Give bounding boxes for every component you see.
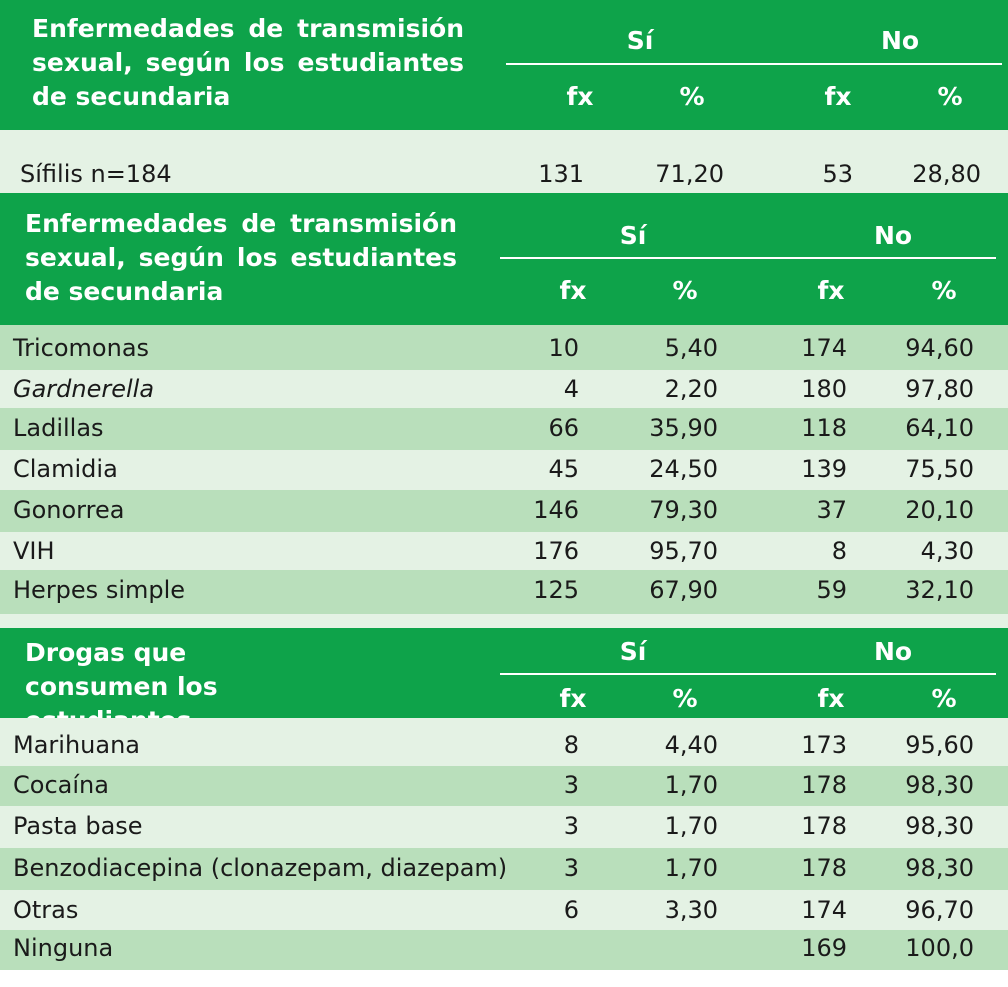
row-label: Ninguna (13, 934, 114, 962)
si-fx-value: 10 (548, 334, 579, 362)
no-fx-value: 173 (801, 731, 847, 759)
section2-sub-no-fx: fx (817, 276, 845, 305)
row-label: Marihuana (13, 731, 140, 759)
si-fx-value: 6 (563, 896, 579, 924)
no-pct-value: 20,10 (905, 496, 974, 524)
si-pct-value: 1,70 (664, 771, 718, 799)
table-row (0, 130, 1008, 193)
table-row (0, 325, 1008, 370)
section3-sub-no-pct: % (931, 684, 957, 713)
no-pct-value: 28,80 (912, 160, 981, 188)
section2-title: Enfermedades de transmisión sexual, según los estudiantes de secundaria (25, 209, 457, 306)
si-fx-value: 45 (548, 455, 579, 483)
si-pct-value: 24,50 (649, 455, 718, 483)
table-row (0, 806, 1008, 848)
si-fx-value: 3 (563, 771, 579, 799)
si-pct-value: 67,90 (649, 576, 718, 604)
row-label: VIH (13, 537, 55, 565)
si-pct-value: 71,20 (655, 160, 724, 188)
table-row (0, 532, 1008, 570)
no-fx-value: 180 (801, 375, 847, 403)
row-label: Tricomonas (13, 334, 150, 362)
section2-sub-no-pct: % (931, 276, 957, 305)
section1-divider (506, 63, 1002, 65)
table-row (0, 848, 1008, 890)
no-fx-value: 178 (801, 812, 847, 840)
row-label: Benzodiacepina (clonazepam, diazepam) (13, 854, 508, 882)
no-fx-value: 169 (801, 934, 847, 962)
section2-divider (500, 257, 996, 259)
row-label: Cocaína (13, 771, 109, 799)
si-fx-value: 3 (563, 812, 579, 840)
section3-divider (500, 673, 996, 675)
no-pct-value: 98,30 (905, 854, 974, 882)
no-fx-value: 59 (816, 576, 847, 604)
table-row (0, 890, 1008, 930)
row-label: Clamidia (13, 455, 118, 483)
si-fx-value: 8 (563, 731, 579, 759)
section3-group-no: No (873, 637, 913, 666)
si-pct-value: 1,70 (664, 854, 718, 882)
no-pct-value: 94,60 (905, 334, 974, 362)
no-fx-value: 118 (801, 414, 847, 442)
section3-sub-si-fx: fx (559, 684, 587, 713)
row-label: Gardnerella (13, 375, 155, 403)
si-fx-value: 146 (533, 496, 579, 524)
section1-sub-si-pct: % (679, 82, 705, 111)
section1-header (0, 0, 1008, 130)
si-pct-value: 79,30 (649, 496, 718, 524)
no-fx-value: 174 (801, 896, 847, 924)
section2-group-si: Sí (619, 221, 647, 250)
no-pct-value: 32,10 (905, 576, 974, 604)
section-spacer (0, 614, 1008, 628)
no-pct-value: 96,70 (905, 896, 974, 924)
no-fx-value: 53 (822, 160, 853, 188)
section1-sub-no-pct: % (937, 82, 963, 111)
section2-sub-si-pct: % (672, 276, 698, 305)
si-pct-value: 3,30 (664, 896, 718, 924)
si-pct-value: 4,40 (664, 731, 718, 759)
no-fx-value: 174 (801, 334, 847, 362)
table-row (0, 930, 1008, 970)
section2-sub-si-fx: fx (559, 276, 587, 305)
no-fx-value: 178 (801, 771, 847, 799)
section3-group-si: Sí (619, 637, 647, 666)
table-row (0, 450, 1008, 490)
no-fx-value: 139 (801, 455, 847, 483)
section3-sub-si-pct: % (672, 684, 698, 713)
row-label: Otras (13, 896, 79, 924)
no-fx-value: 8 (831, 537, 847, 565)
no-pct-value: 97,80 (905, 375, 974, 403)
section1-group-no: No (880, 26, 920, 55)
row-label: Herpes simple (13, 576, 186, 604)
no-pct-value: 98,30 (905, 771, 974, 799)
no-pct-value: 95,60 (905, 731, 974, 759)
section1-sub-no-fx: fx (824, 82, 852, 111)
si-pct-value: 1,70 (664, 812, 718, 840)
section1-title: Enfermedades de transmisión sexual, según los estudiantes de secundaria (32, 14, 464, 111)
section1-group-si: Sí (626, 26, 654, 55)
no-fx-value: 37 (816, 496, 847, 524)
row-label: Sífilis n=184 (20, 160, 172, 188)
table-row (0, 408, 1008, 450)
table-row (0, 766, 1008, 806)
si-fx-value: 4 (563, 375, 579, 403)
si-fx-value: 125 (533, 576, 579, 604)
no-pct-value: 75,50 (905, 455, 974, 483)
si-pct-value: 35,90 (649, 414, 718, 442)
table-row (0, 370, 1008, 408)
row-label: Ladillas (13, 414, 104, 442)
row-label: Gonorrea (13, 496, 125, 524)
si-pct-value: 5,40 (664, 334, 718, 362)
si-pct-value: 95,70 (649, 537, 718, 565)
si-fx-value: 66 (548, 414, 579, 442)
no-pct-value: 98,30 (905, 812, 974, 840)
section3-header (0, 628, 1008, 718)
table-row (0, 718, 1008, 766)
no-pct-value: 64,10 (905, 414, 974, 442)
si-fx-value: 176 (533, 537, 579, 565)
no-fx-value: 178 (801, 854, 847, 882)
row-label: Pasta base (13, 812, 143, 840)
section2-group-no: No (873, 221, 913, 250)
table-row (0, 570, 1008, 614)
table-row (0, 490, 1008, 532)
si-pct-value: 2,20 (664, 375, 718, 403)
section3-sub-no-fx: fx (817, 684, 845, 713)
section3-title: Drogas que consumen los (25, 638, 218, 701)
no-pct-value: 100,0 (905, 934, 974, 962)
si-fx-value: 131 (538, 160, 584, 188)
section1-sub-si-fx: fx (566, 82, 594, 111)
si-fx-value: 3 (563, 854, 579, 882)
section2-header (0, 193, 1008, 325)
no-pct-value: 4,30 (920, 537, 974, 565)
